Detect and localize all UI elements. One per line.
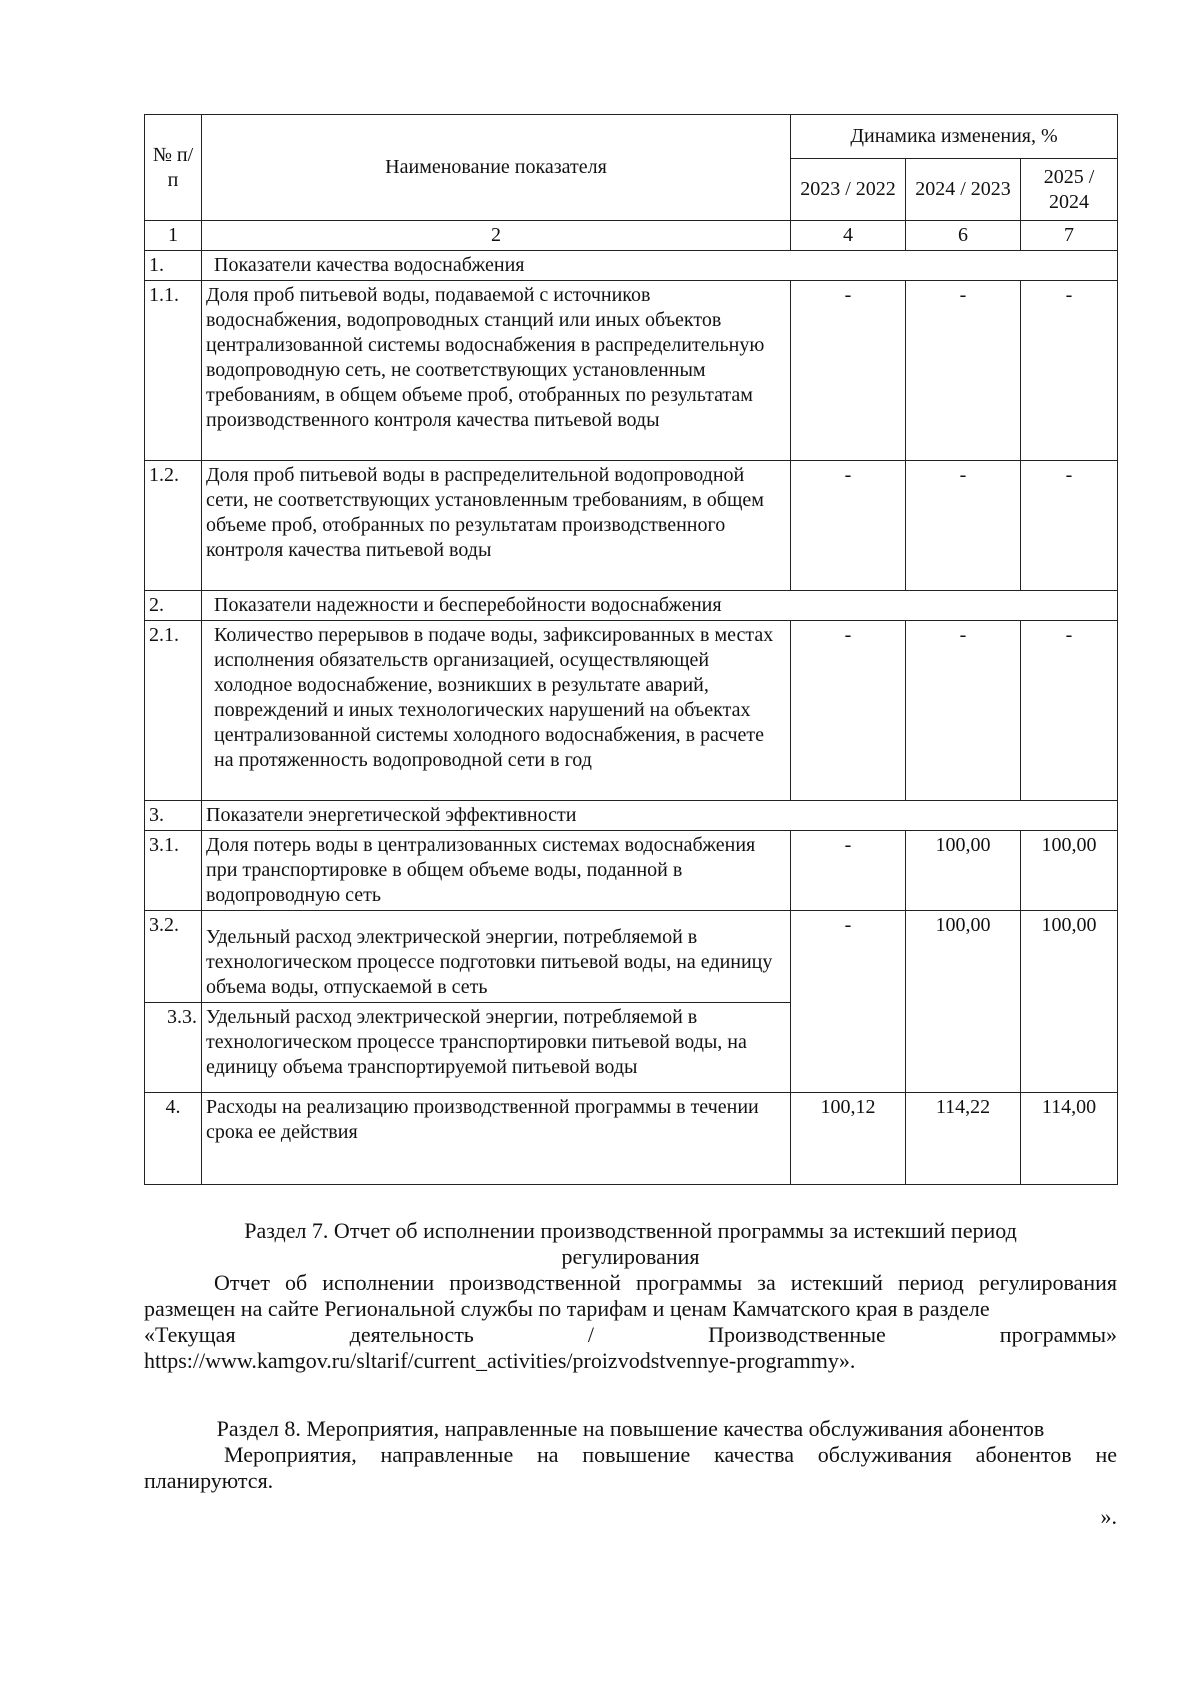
section-label: Показатели надежности и бесперебойности водоснабжения [202, 591, 1118, 621]
row-number: 1.1. [145, 281, 202, 461]
section7-title: Раздел 7. Отчет об исполнении производственной программы за истекший период регулирования [244, 1218, 1017, 1269]
row-value: - [1021, 281, 1118, 461]
indicators-table [144, 114, 1118, 1185]
row-label: Доля проб питьевой воды, подаваемой с источников водоснабжения, водопроводных станций или иных объектов централизованной системы водоснабжения в распределительную водопроводную сеть, не соответствующих установленным требованиям, в общем объеме проб, отобранных по результатам производственного контроля качества питьевой воды [202, 281, 791, 461]
table-row [145, 1093, 1118, 1185]
row-label: Удельный расход электрической энергии, потребляемой в технологическом процессе транспортировки питьевой воды, на единицу объема транспортируемой питьевой воды [202, 1003, 791, 1093]
row-number: 3.3. [145, 1003, 202, 1093]
header-row [145, 115, 1118, 159]
section7-path-words: «Текущая деятельность / Производственные программы» [144, 1322, 1117, 1347]
row-label: Расходы на реализацию производственной программы в течении срока ее действия [202, 1093, 791, 1185]
section-row [145, 251, 1118, 281]
row-value: 100,00 [906, 911, 1021, 1093]
row-value: - [791, 911, 906, 1093]
row-value: - [791, 461, 906, 591]
row-number: 2.1. [145, 621, 202, 801]
row-number: 2. [145, 591, 202, 621]
table-row [145, 461, 1118, 591]
row-value: 100,00 [1021, 831, 1118, 911]
row-value: - [1021, 621, 1118, 801]
section8-title: Раздел 8. Мероприятия, направленные на повышение качества обслуживания абонентов [216, 1416, 1045, 1441]
table-row [145, 621, 1118, 801]
row-label: Доля проб питьевой воды в распределительной водопроводной сети, не соответствующих установленным требованиям, в общем объеме проб, отобранных по результатам производственного контроля качества питьевой воды [202, 461, 791, 591]
row-label: Количество перерывов в подаче воды, зафиксированных в местах исполнения обязательств организацией, осуществляющей холодное водоснабжение, возникших в результате аварий, повреждений и иных технологических нарушений на объектах централизованной системы холодного водоснабжения, в расчете на протяженность водопроводной сети в год [202, 621, 791, 801]
row-value: 114,22 [906, 1093, 1021, 1185]
row-value: 100,00 [1021, 911, 1118, 1093]
index-row [145, 221, 1118, 251]
row-value: - [791, 831, 906, 911]
row-number: 1.2. [145, 461, 202, 591]
section8-body: Мероприятия, направленные на повышение качества обслуживания абонентов не планируются. [144, 1442, 1117, 1493]
header-year: 2025 / 2024 [1021, 159, 1118, 221]
row-value: 100,12 [791, 1093, 906, 1185]
index-cell: 1 [145, 221, 202, 251]
row-label: Доля потерь воды в централизованных системах водоснабжения при транспортировке в общем объеме воды, поданной в водопроводную сеть [202, 831, 791, 911]
index-cell: 4 [791, 221, 906, 251]
row-value: - [906, 281, 1021, 461]
section7-url: https://www.kamgov.ru/sltarif/current_activities/proizvodstvennye-programmy». [144, 1348, 856, 1373]
header-name: Наименование показателя [202, 115, 791, 221]
table-row [145, 831, 1118, 911]
section-label: Показатели энергетической эффективности [202, 801, 1118, 831]
section-label: Показатели качества водоснабжения [202, 251, 1118, 281]
row-number: 3. [145, 801, 202, 831]
row-value: 100,00 [906, 831, 1021, 911]
row-number: 3.2. [145, 911, 202, 1003]
table-row [145, 911, 1118, 1003]
table-row [145, 281, 1118, 461]
section-row [145, 801, 1118, 831]
section-row [145, 591, 1118, 621]
header-year: 2024 / 2023 [906, 159, 1021, 221]
header-year: 2023 / 2022 [791, 159, 906, 221]
row-value: - [791, 281, 906, 461]
row-value: - [791, 621, 906, 801]
row-label: Удельный расход электрической энергии, потребляемой в технологическом процессе подготовки питьевой воды, на единицу объема воды, отпускаемой в сеть [202, 911, 791, 1003]
section7-body: Отчет об исполнении производственной программы за истекший период регулирования размещен на сайте Региональной службы по тарифам и ценам Камчатского края в разделе [144, 1270, 1117, 1321]
index-cell: 2 [202, 221, 791, 251]
row-value: - [906, 621, 1021, 801]
row-value: - [1021, 461, 1118, 591]
closing-mark: ». [1100, 1504, 1117, 1529]
row-value: - [906, 461, 1021, 591]
row-number: 1. [145, 251, 202, 281]
section7-path-line [144, 1322, 1117, 1348]
header-dynamics: Динамика изменения, % [791, 115, 1118, 159]
row-number: 3.1. [145, 831, 202, 911]
row-value: 114,00 [1021, 1093, 1118, 1185]
row-number: 4. [145, 1093, 202, 1185]
header-num: № п/п [145, 115, 202, 221]
index-cell: 7 [1021, 221, 1118, 251]
index-cell: 6 [906, 221, 1021, 251]
